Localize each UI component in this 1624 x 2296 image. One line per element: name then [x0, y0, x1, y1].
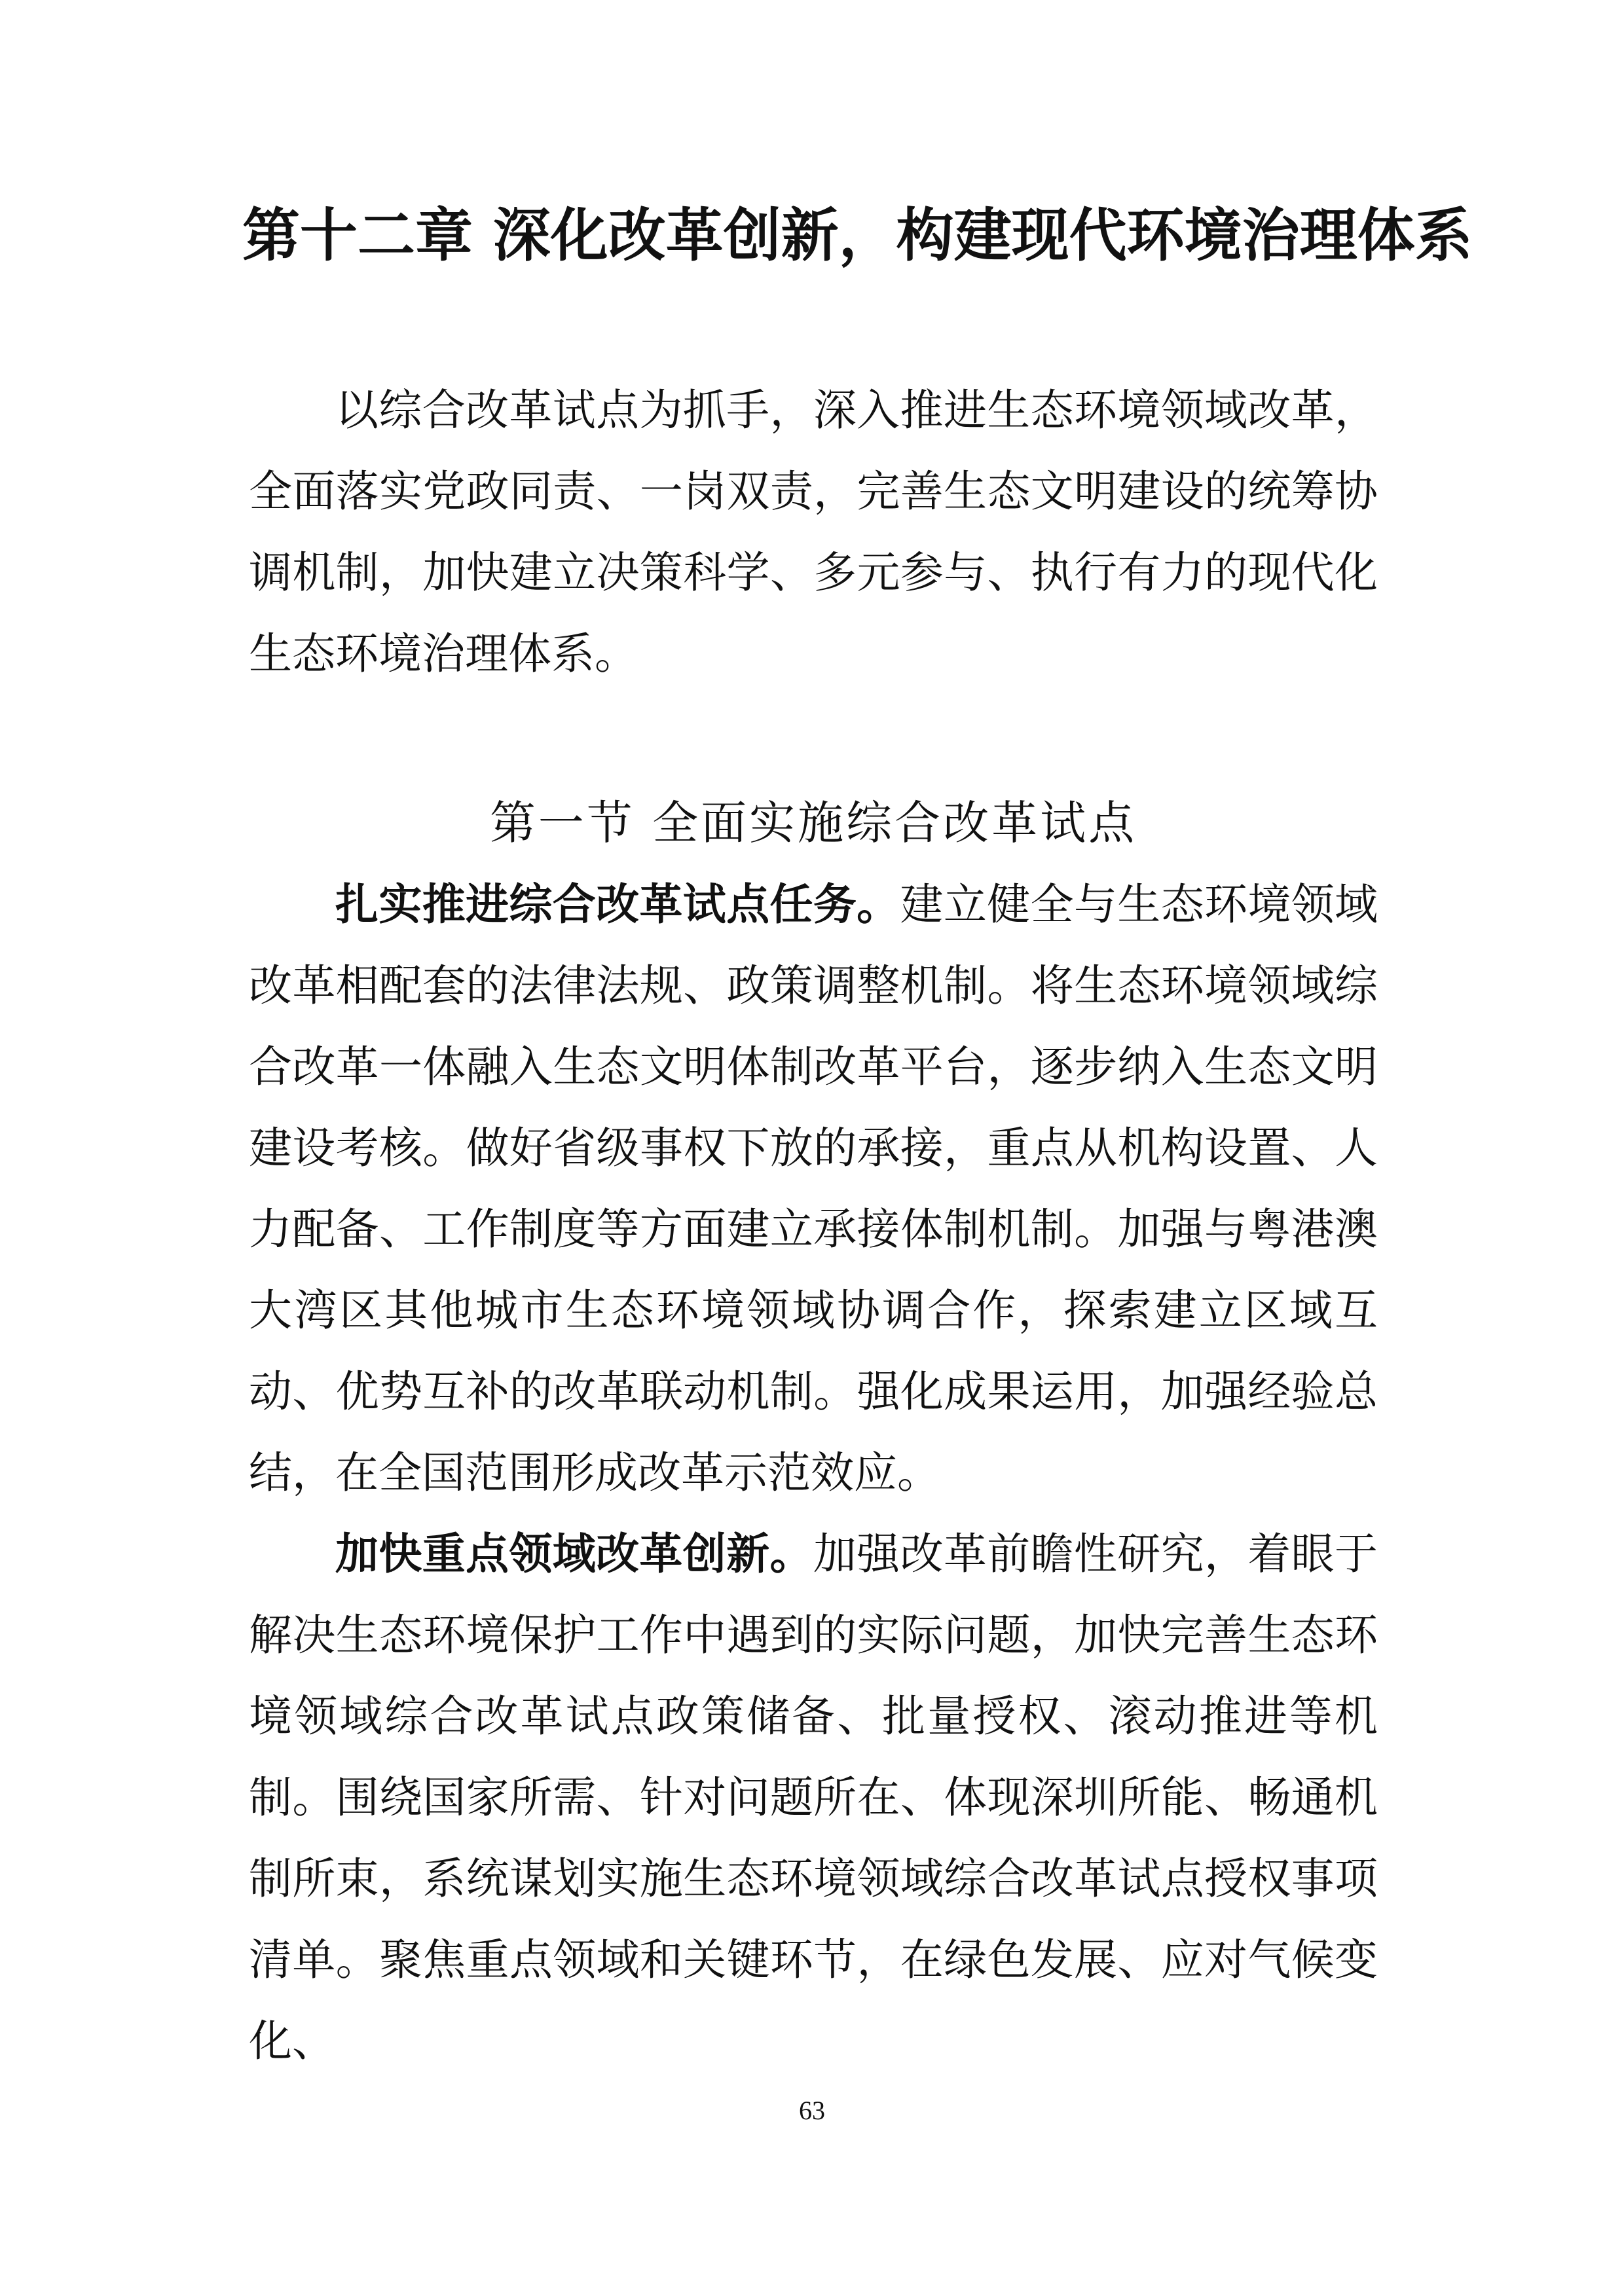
section-body [249, 864, 1378, 2082]
chapter-title: 第十二章 深化改革创新，构建现代环境治理体系 [242, 202, 1473, 269]
section-title: 第一节 全面实施综合改革试点 [489, 796, 1137, 850]
paragraph-text: 建立健全与生态环境领域改革相配套的法律法规、政策调整机制。将生态环境领域综合改革一体融入生态文明体制改革平台，逐步纳入生态文明建设考核。做好省级事权下放的承接，重点从机构设置、人力配备、工作制度等方面建立承接体制机制。加强与粤港澳大湾区其他城市生态环境领域协调合作，探索建立区域互动、优势互补的改革联动机制。强化成果运用，加强经验总结，在全国范围形成改革示范效应。 [249, 879, 1378, 1498]
section-paragraph [249, 864, 1378, 1514]
paragraph-lead: 加快重点领域改革创新。 [335, 1529, 813, 1579]
chapter-intro [249, 370, 1378, 695]
section-paragraph [249, 1514, 1378, 2082]
intro-paragraph: 以综合改革试点为抓手，深入推进生态环境领域改革，全面落实党政同责、一岗双责，完善生态文明建设的统筹协调机制，加快建立决策科学、多元参与、执行有力的现代化生态环境治理体系。 [249, 385, 1378, 679]
paragraph-lead: 扎实推进综合改革试点任务。 [335, 879, 900, 930]
paragraph-text: 加强改革前瞻性研究，着眼于解决生态环境保护工作中遇到的实际问题，加快完善生态环境领域综合改革试点政策储备、批量授权、滚动推进等机制。围绕国家所需、针对问题所在、体现深圳所能、畅通机制所束，系统谋划实施生态环境领域综合改革试点授权事项清单。聚焦重点领域和关键环节，在绿色发展、应对气候变化、 [249, 1529, 1378, 2066]
page-number: 63 [799, 2096, 825, 2125]
